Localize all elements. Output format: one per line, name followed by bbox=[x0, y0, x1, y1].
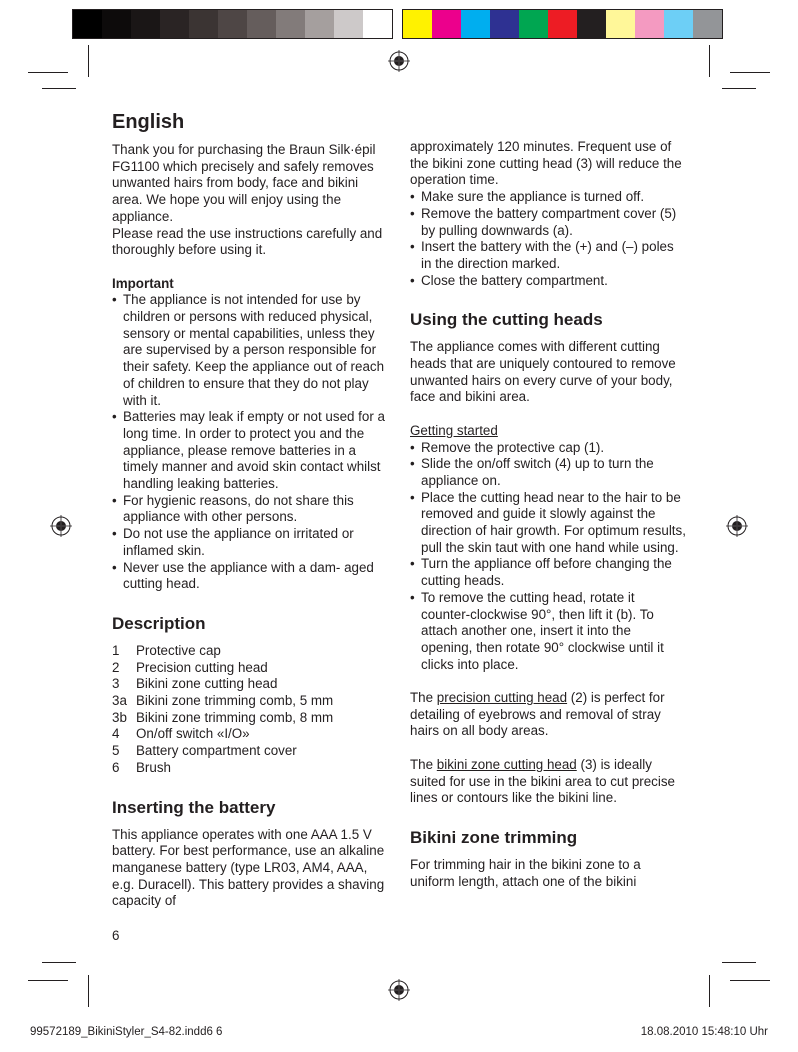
registration-mark-icon bbox=[726, 515, 748, 537]
list-item: • The appliance is not intended for use by children or persons with reduced physical, sensory or mental capabilities, unless they are supervised by a person responsible for their safety. Keep the appliance out of reach of children to ensure that they do not play with it. bbox=[112, 292, 390, 409]
grayscale-bar bbox=[72, 9, 393, 39]
list-item: • Turn the appliance off before changing the cutting heads. bbox=[410, 556, 686, 589]
color-swatch bbox=[432, 10, 461, 38]
bikini-trimming-heading: Bikini zone trimming bbox=[410, 827, 578, 847]
color-swatch bbox=[189, 10, 218, 38]
important-heading: Important bbox=[112, 275, 174, 291]
list-item: 3a Bikini zone trimming comb, 5 mm bbox=[112, 693, 334, 709]
color-swatch bbox=[305, 10, 334, 38]
color-swatch bbox=[218, 10, 247, 38]
color-swatch bbox=[461, 10, 490, 38]
registration-mark-icon bbox=[50, 515, 72, 537]
intro-paragraph-2: Please read the use instructions carefully and thoroughly before using it. bbox=[112, 225, 383, 258]
crop-mark bbox=[88, 45, 89, 77]
battery-paragraph: This appliance operates with one AAA 1.5 V battery. For best performance, use an alkaline manganese battery (type LR03, AM4, AAA, e.g. Duracell). This battery provides a shaving capacity of bbox=[112, 826, 385, 909]
crop-mark bbox=[709, 975, 710, 1007]
description-heading: Description bbox=[112, 613, 206, 633]
battery-heading: Inserting the battery bbox=[112, 797, 276, 817]
color-swatch bbox=[577, 10, 606, 38]
list-item: • Batteries may leak if empty or not used for a long time. In order to protect you and the appliance, please remove batteries in a timely manner and avoid skin contact whilst handling leaking batteries. bbox=[112, 409, 390, 493]
crop-mark bbox=[730, 980, 770, 981]
color-swatch bbox=[102, 10, 131, 38]
color-bar bbox=[402, 9, 723, 39]
cutting-heads-paragraph: The appliance comes with different cutting heads that are uniquely contoured to remove unwanted hairs on every curve of your body, face and bikini area. bbox=[410, 339, 676, 405]
list-item: • Make sure the appliance is turned off. bbox=[410, 189, 686, 206]
list-item: • Never use the appliance with a dam- aged cutting head. bbox=[112, 560, 390, 593]
list-item: 5 Battery compartment cover bbox=[112, 743, 297, 759]
list-item: • Place the cutting head near to the hair to be removed and guide it slowly against the direction of hair growth. For optimum results, pull the skin taut with one hand while using. bbox=[410, 490, 686, 557]
footer-date: 18.08.2010 15:48:10 Uhr bbox=[640, 1026, 768, 1038]
crop-mark bbox=[88, 975, 89, 1007]
color-swatch bbox=[160, 10, 189, 38]
color-swatch bbox=[131, 10, 160, 38]
getting-started-heading: Getting started bbox=[410, 422, 498, 438]
color-swatch bbox=[664, 10, 693, 38]
color-swatch bbox=[73, 10, 102, 38]
color-swatch bbox=[635, 10, 664, 38]
bikini-trimming-paragraph: For trimming hair in the bikini zone to a uniform length, attach one of the bikini bbox=[410, 856, 641, 889]
color-swatch bbox=[334, 10, 363, 38]
color-swatch bbox=[548, 10, 577, 38]
color-swatch bbox=[247, 10, 276, 38]
crop-mark bbox=[722, 962, 756, 963]
precision-paragraph: The precision cutting head (2) is perfect for detailing of eyebrows and removal of stray hairs on all body areas. bbox=[410, 690, 665, 739]
list-item: • Remove the protective cap (1). bbox=[410, 440, 686, 457]
left-column bbox=[112, 110, 390, 910]
footer-file: 99572189_BikiniStyler_S4-82.indd6 6 bbox=[30, 1026, 223, 1038]
list-item: 2 Precision cutting head bbox=[112, 659, 268, 675]
list-item: 4 On/off switch «I/O» bbox=[112, 726, 250, 742]
crop-mark bbox=[28, 980, 68, 981]
right-column bbox=[410, 139, 686, 890]
list-item: 3b Bikini zone trimming comb, 8 mm bbox=[112, 709, 334, 725]
page-number: 6 bbox=[112, 928, 120, 943]
registration-mark-icon bbox=[388, 979, 410, 1001]
list-item: • Close the battery compartment. bbox=[410, 273, 686, 290]
crop-mark bbox=[709, 45, 710, 77]
crop-mark bbox=[28, 72, 68, 73]
crop-mark bbox=[42, 88, 76, 89]
color-swatch bbox=[693, 10, 722, 38]
cutting-heads-heading: Using the cutting heads bbox=[410, 310, 603, 330]
color-swatch bbox=[403, 10, 432, 38]
registration-mark-icon bbox=[388, 50, 410, 72]
list-item: • Remove the battery compartment cover (5) by pulling downwards (a). bbox=[410, 206, 686, 239]
color-swatch bbox=[606, 10, 635, 38]
list-item: • To remove the cutting head, rotate it counter-clockwise 90°, then lift it (b). To attach another one, insert it into the opening, then rotate 90° clockwise until it clicks into place. bbox=[410, 590, 686, 674]
color-swatch bbox=[519, 10, 548, 38]
list-item: • Insert the battery with the (+) and (–) poles in the direction marked. bbox=[410, 239, 686, 272]
getting-started-list bbox=[410, 440, 686, 674]
bikini-term: bikini zone cutting head bbox=[436, 756, 577, 772]
color-swatch bbox=[490, 10, 519, 38]
important-list bbox=[112, 292, 390, 593]
battery-list bbox=[410, 189, 686, 289]
list-item: 1 Protective cap bbox=[112, 642, 221, 658]
bikini-paragraph: The bikini zone cutting head (3) is ideally suited for use in the bikini area to cut precise lines or contours like the bikini line. bbox=[410, 756, 675, 806]
color-swatch bbox=[363, 10, 392, 38]
language-heading: English bbox=[112, 111, 185, 133]
list-item: • Slide the on/off switch (4) up to turn the appliance on. bbox=[410, 456, 686, 489]
list-item: 3 Bikini zone cutting head bbox=[112, 676, 278, 692]
crop-mark bbox=[730, 72, 770, 73]
color-swatch bbox=[276, 10, 305, 38]
crop-mark bbox=[722, 88, 756, 89]
battery-continued: approximately 120 minutes. Frequent use of the bikini zone cutting head (3) will reduce the operation time. bbox=[410, 139, 682, 188]
list-item: • For hygienic reasons, do not share this appliance with other persons. bbox=[112, 493, 390, 526]
list-item: 6 Brush bbox=[112, 759, 171, 775]
crop-mark bbox=[42, 962, 76, 963]
description-list bbox=[112, 643, 390, 777]
precision-term: precision cutting head bbox=[436, 690, 568, 706]
intro-paragraph: Thank you for purchasing the Braun Silk·épil FG1100 which precisely and safely removes unwanted hairs from body, face and bikini area. We hope you will enjoy using the appliance. bbox=[112, 142, 376, 224]
list-item: • Do not use the appliance on irritated or inflamed skin. bbox=[112, 526, 390, 559]
